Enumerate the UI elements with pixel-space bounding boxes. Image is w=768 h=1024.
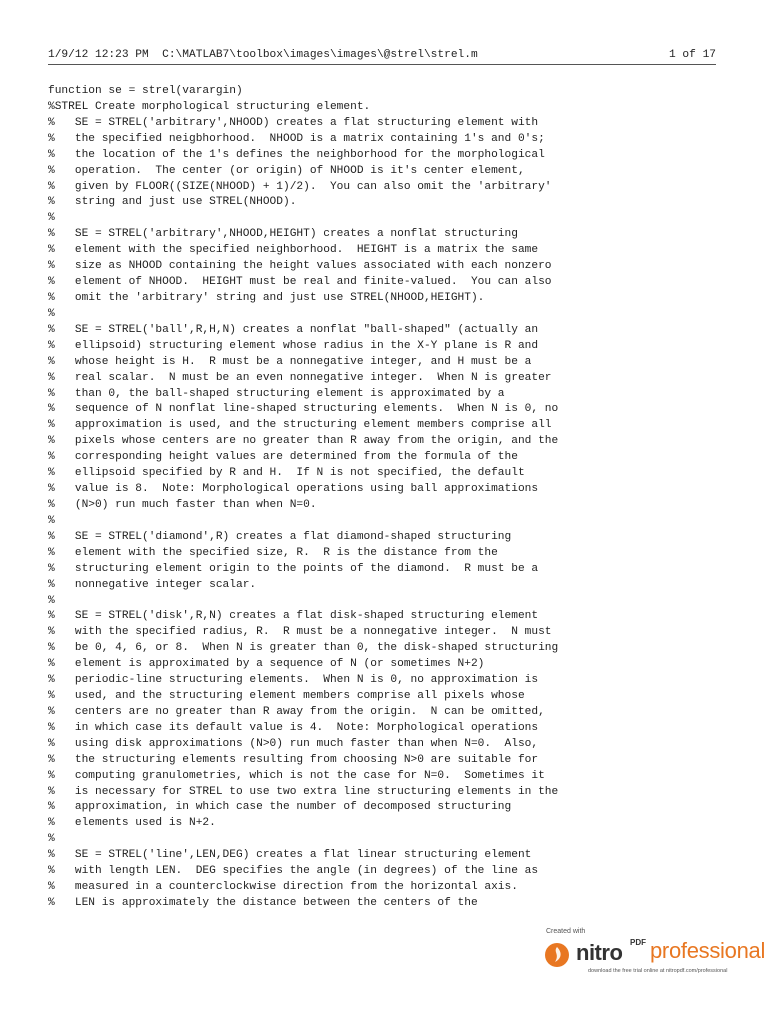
code-line: % given by FLOOR((SIZE(NHOOD) + 1)/2). You can also omit the 'arbitrary' [48, 180, 552, 193]
created-with-label: Created with [546, 928, 586, 935]
code-line: % [48, 212, 55, 225]
code-line: % nonnegative integer scalar. [48, 578, 257, 591]
code-line: % centers are no greater than R away from the origin. N can be omitted, [48, 705, 545, 718]
code-line: % (N>0) run much faster than when N=0. [48, 498, 317, 511]
code-line: % SE = STREL('arbitrary',NHOOD,HEIGHT) creates a nonflat structuring [48, 228, 518, 241]
code-line: %STREL Create morphological structuring element. [48, 100, 371, 113]
code-line: % using disk approximations (N>0) run much faster than when N=0. Also, [48, 737, 539, 750]
code-line: % the location of the 1's defines the neighborhood for the morphological [48, 148, 545, 161]
code-line: % SE = STREL('disk',R,N) creates a flat disk-shaped structuring element [48, 610, 539, 623]
code-line: % ellipsoid specified by R and H. If N is not specified, the default [48, 467, 525, 480]
code-line: % corresponding height values are determined from the formula of the [48, 451, 518, 464]
code-line: % operation. The center (or origin) of NHOOD is it's center element, [48, 164, 525, 177]
code-line: % periodic-line structuring elements. When N is 0, no approximation is [48, 674, 539, 687]
brand-name: nitro [576, 940, 623, 965]
code-line: % omit the 'arbitrary' string and just use STREL(NHOOD,HEIGHT). [48, 291, 485, 304]
code-line: % element with the specified neighborhood. HEIGHT is a matrix the same [48, 244, 539, 257]
code-line: % used, and the structuring element members comprise all pixels whose [48, 690, 525, 703]
code-line: % whose height is H. R must be a nonnegative integer, and H must be a [48, 355, 532, 368]
code-line: % real scalar. N must be an even nonnegative integer. When N is greater [48, 371, 552, 384]
code-line: % string and just use STREL(NHOOD). [48, 196, 297, 209]
code-line: % [48, 514, 55, 527]
header-divider [48, 64, 716, 65]
code-line: % value is 8. Note: Morphological operations using ball approximations [48, 483, 539, 496]
page-number: 1 of 17 [669, 49, 716, 61]
code-line: % elements used is N+2. [48, 817, 216, 830]
code-line: % SE = STREL('line',LEN,DEG) creates a flat linear structuring element [48, 849, 532, 862]
code-line: % element with the specified size, R. R is the distance from the [48, 546, 498, 559]
source-code-listing [48, 84, 716, 912]
code-line: % [48, 833, 55, 846]
code-line: % SE = STREL('arbitrary',NHOOD) creates a flat structuring element with [48, 116, 539, 129]
code-line: % computing granulometries, which is not the case for N=0. Sometimes it [48, 769, 545, 782]
code-line: % approximation is used, and the structuring element members comprise all [48, 419, 552, 432]
trial-tagline: download the free trial online at nitropdf.com/professional [588, 968, 728, 974]
code-line: % the specified neigbhorhood. NHOOD is a matrix containing 1's and 0's; [48, 132, 545, 145]
code-line: function se = strel(varargin) [48, 85, 243, 97]
code-line: % [48, 594, 55, 607]
code-line: % SE = STREL('diamond',R) creates a flat diamond-shaped structuring [48, 530, 512, 543]
product-tier: professional [650, 938, 766, 963]
code-line: % structuring element origin to the points of the diamond. R must be a [48, 562, 539, 575]
code-line: % pixels whose centers are no greater than R away from the origin, and the [48, 435, 559, 448]
header-path-timestamp: 1/9/12 12:23 PM C:\MATLAB7\toolbox\images\images\@strel\strel.m [48, 49, 478, 61]
nitro-flame-logo-icon [544, 942, 570, 968]
code-line: % element is approximated by a sequence of N (or sometimes N+2) [48, 658, 485, 671]
code-line: % the structuring elements resulting from choosing N>0 are suitable for [48, 753, 539, 766]
nitro-pdf-watermark [544, 928, 764, 978]
brand-superscript: PDF [630, 938, 646, 947]
code-line: % sequence of N nonflat line-shaped structuring elements. When N is 0, no [48, 403, 559, 416]
code-line: % with the specified radius, R. R must be a nonnegative integer. N must [48, 626, 552, 639]
code-line: % measured in a counterclockwise direction from the horizontal axis. [48, 881, 518, 894]
page-header [48, 45, 716, 65]
code-line: % SE = STREL('ball',R,H,N) creates a nonflat "ball-shaped" (actually an [48, 323, 539, 336]
code-line: % with length LEN. DEG specifies the angle (in degrees) of the line as [48, 865, 539, 878]
code-line: % in which case its default value is 4. Note: Morphological operations [48, 721, 539, 734]
code-line: % LEN is approximately the distance between the centers of the [48, 897, 478, 910]
code-line: % size as NHOOD containing the height values associated with each nonzero [48, 260, 552, 273]
code-line: % than 0, the ball-shaped structuring element is approximated by a [48, 387, 505, 400]
code-line: % is necessary for STREL to use two extra line structuring elements in the [48, 785, 559, 798]
code-line: % [48, 307, 55, 320]
code-line: % ellipsoid) structuring element whose radius in the X-Y plane is R and [48, 339, 539, 352]
code-line: % be 0, 4, 6, or 8. When N is greater than 0, the disk-shaped structuring [48, 642, 559, 655]
code-line: % element of NHOOD. HEIGHT must be real and finite-valued. You can also [48, 276, 552, 289]
code-line: % approximation, in which case the number of decomposed structuring [48, 801, 512, 814]
